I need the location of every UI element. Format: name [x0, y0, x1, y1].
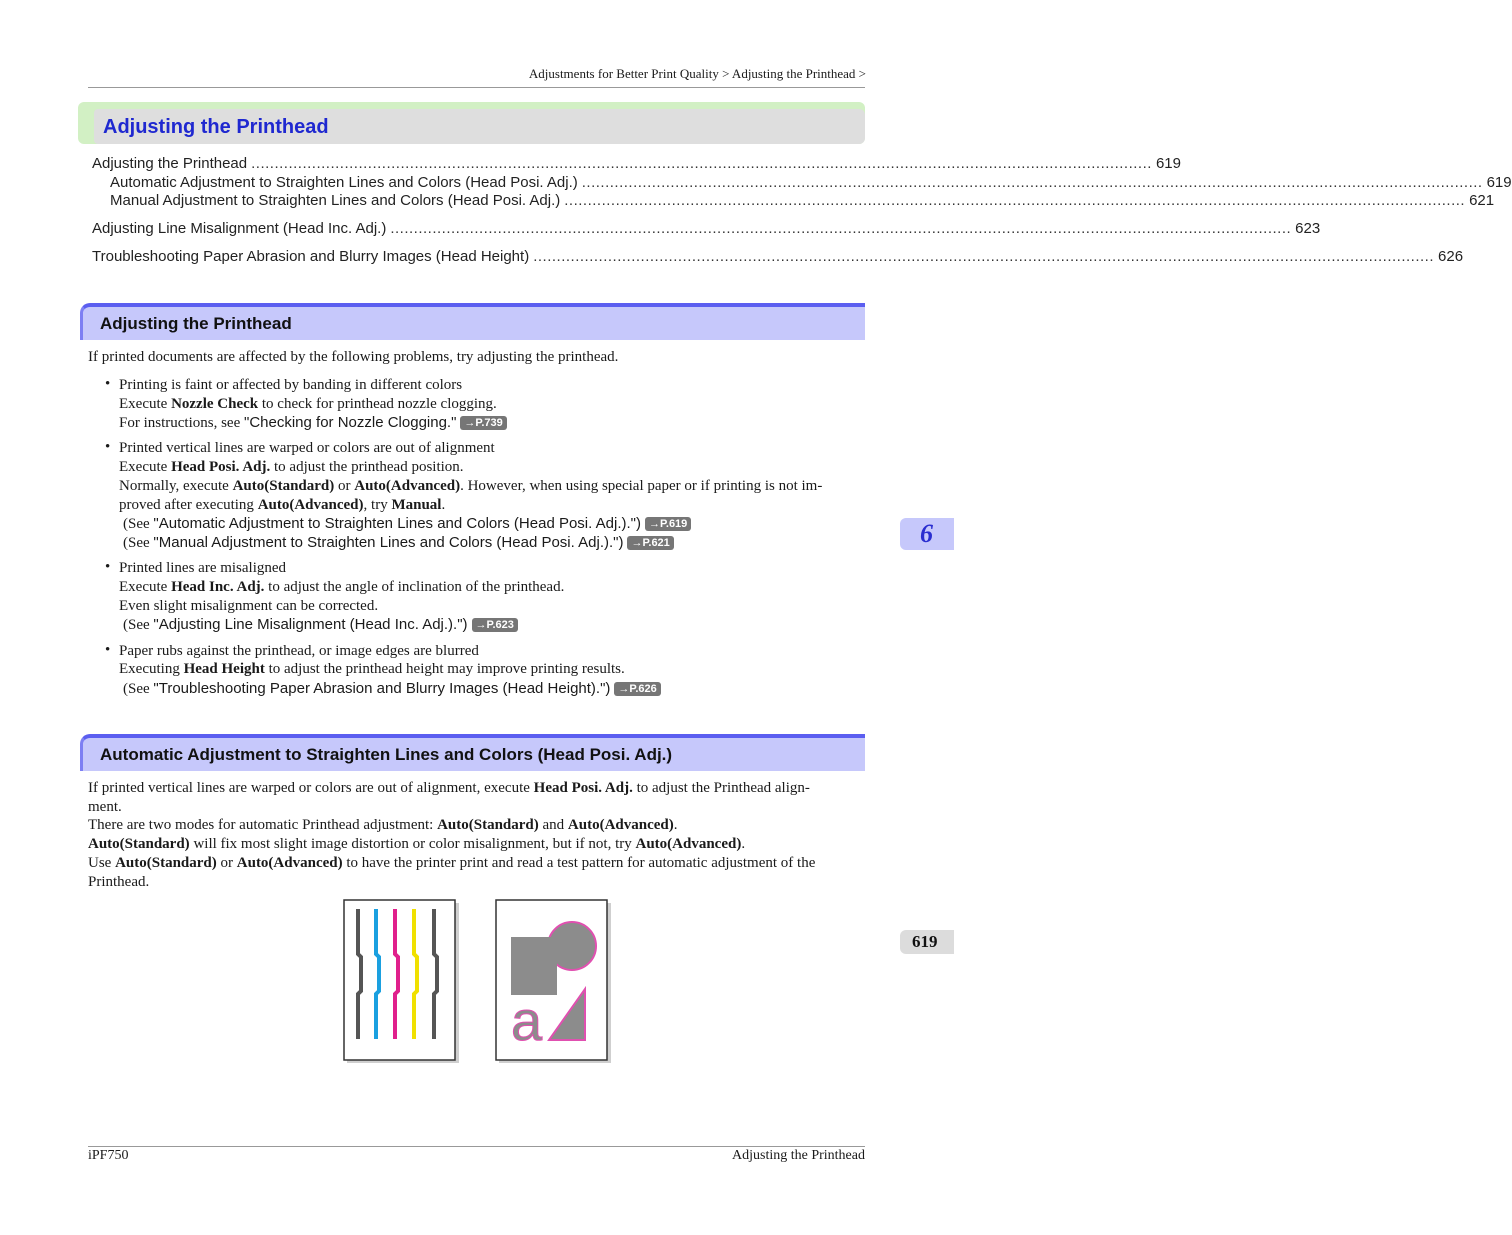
bullet-marker: • [105, 642, 111, 658]
body-text: There are two modes for automatic Printhead adjustment: Auto(Standard) and Auto(Advanced). [88, 817, 678, 833]
line-misalignment-link[interactable]: "Adjusting Line Misalignment (Head Inc. Adj.).") [153, 616, 468, 633]
page-ref-badge[interactable]: →P.623 [472, 618, 518, 632]
body-text: If printed vertical lines are warped or colors are out of alignment, execute Head Posi. Adj. to adjust the Printhead align- [88, 780, 810, 796]
chapter-tab[interactable] [900, 518, 954, 550]
page-ref-badge[interactable]: →P.619 [645, 517, 691, 531]
footer-model: iPF750 [88, 1148, 129, 1163]
bullet-text: Execute Head Posi. Adj. to adjust the printhead position. [119, 459, 464, 475]
bullet-marker: • [105, 559, 111, 575]
toc-item[interactable] [92, 155, 1181, 172]
page-ref-badge[interactable]: →P.739 [460, 416, 506, 430]
bullet-heading: Printed lines are misaligned [119, 560, 287, 576]
intro-text: If printed documents are affected by the following problems, try adjusting the printhead. [88, 349, 619, 365]
bullet-heading: Paper rubs against the printhead, or image edges are blurred [119, 643, 479, 659]
toc-title[interactable]: Adjusting the Printhead [92, 155, 248, 172]
cross-reference: (See "Adjusting Line Misalignment (Head Inc. Adj.).") →P.623 [123, 615, 518, 635]
toc-item[interactable] [110, 174, 1512, 191]
bullet-text: Normally, execute Auto(Standard) or Auto(Advanced). However, when using special paper or if printing is not im- [119, 478, 823, 494]
toc-item[interactable] [92, 248, 1464, 265]
bullet-text: Even slight misalignment can be corrected. [119, 598, 379, 614]
section-header [80, 734, 865, 771]
body-text: Printhead. [88, 874, 150, 890]
toc-title[interactable]: Manual Adjustment to Straighten Lines and Colors (Head Posi. Adj.) [110, 192, 561, 209]
bullet-text: proved after executing Auto(Advanced), try Manual. [119, 497, 446, 513]
toc-page[interactable]: 623 [1295, 220, 1321, 237]
bullet-text: For instructions, see "Checking for Nozzle Clogging." →P.739 [119, 413, 507, 433]
cross-reference: (See "Troubleshooting Paper Abrasion and Blurry Images (Head Height).") →P.626 [123, 679, 661, 699]
vertical-lines-illustration [343, 899, 461, 1065]
toc-item[interactable] [110, 192, 1495, 209]
section-title: Automatic Adjustment to Straighten Lines and Colors (Head Posi. Adj.) [100, 745, 673, 764]
header-divider [88, 87, 865, 88]
toc-title[interactable]: Automatic Adjustment to Straighten Lines and Colors (Head Posi. Adj.) [110, 174, 578, 191]
cross-reference: (See "Automatic Adjustment to Straighten Lines and Colors (Head Posi. Adj.).") →P.619 [123, 514, 691, 534]
page-ref-badge[interactable]: →P.626 [614, 682, 660, 696]
letter-a: a [511, 989, 543, 1052]
body-text: Use Auto(Standard) or Auto(Advanced) to have the printer print and read a test pattern for automatic adjustment of the [88, 855, 816, 871]
toc-page[interactable]: 621 [1469, 192, 1495, 209]
cross-reference: (See "Manual Adjustment to Straighten Lines and Colors (Head Posi. Adj.).") →P.621 [123, 533, 674, 553]
square-shape [511, 937, 557, 995]
footer-section: Adjusting the Printhead [732, 1148, 865, 1163]
nozzle-check-link[interactable]: "Checking for Nozzle Clogging." [244, 414, 457, 431]
footer-divider [88, 1146, 865, 1147]
toc-leader: ................................................................................................................................................................................................. [533, 248, 1435, 265]
page-number: 619 [912, 932, 938, 951]
bullet-marker: • [105, 439, 111, 455]
toc-title[interactable]: Adjusting Line Misalignment (Head Inc. Adj.) [92, 220, 387, 237]
bullet-text: Executing Head Height to adjust the printhead height may improve printing results. [119, 661, 625, 677]
body-text: Auto(Standard) will fix most slight image distortion or color misalignment, but if not, try Auto(Advanced). [88, 836, 746, 852]
bullet-text: Execute Nozzle Check to check for printhead nozzle clogging. [119, 396, 497, 412]
toc-leader: ................................................................................................................................................................................................. [564, 192, 1466, 209]
page-ref-badge[interactable]: →P.621 [627, 536, 673, 550]
shapes-illustration [495, 899, 613, 1065]
toc-page[interactable]: 619 [1155, 155, 1181, 172]
chapter-title-box [78, 102, 865, 144]
bullet-heading: Printing is faint or affected by banding in different colors [119, 377, 463, 393]
section-title: Adjusting the Printhead [100, 314, 292, 333]
page-number-tab [900, 930, 954, 954]
toc-page[interactable]: 619 [1486, 174, 1512, 191]
chapter-number: 6 [920, 519, 933, 548]
toc-leader: ................................................................................................................................................................................................. [581, 174, 1483, 191]
toc-item[interactable] [92, 220, 1321, 237]
toc-title[interactable]: Troubleshooting Paper Abrasion and Blurry Images (Head Height) [92, 248, 530, 265]
manual-adjust-link[interactable]: "Manual Adjustment to Straighten Lines and Colors (Head Posi. Adj.).") [153, 534, 624, 551]
bullet-heading: Printed vertical lines are warped or colors are out of alignment [119, 440, 495, 456]
toc-page[interactable]: 626 [1438, 248, 1464, 265]
toc-leader: ................................................................................................................................................................................................. [390, 220, 1292, 237]
toc-leader: ................................................................................................................................................................................................. [251, 155, 1152, 172]
chapter-title: Adjusting the Printhead [103, 116, 329, 138]
auto-adjust-link[interactable]: "Automatic Adjustment to Straighten Lines and Colors (Head Posi. Adj.).") [153, 515, 641, 532]
head-height-link[interactable]: "Troubleshooting Paper Abrasion and Blurry Images (Head Height).") [153, 680, 611, 697]
section-header [80, 303, 865, 340]
breadcrumb[interactable]: Adjustments for Better Print Quality > Adjusting the Printhead > [528, 66, 866, 81]
body-text: ment. [88, 799, 122, 815]
bullet-text: Execute Head Inc. Adj. to adjust the angle of inclination of the printhead. [119, 579, 565, 595]
bullet-marker: • [105, 376, 111, 392]
